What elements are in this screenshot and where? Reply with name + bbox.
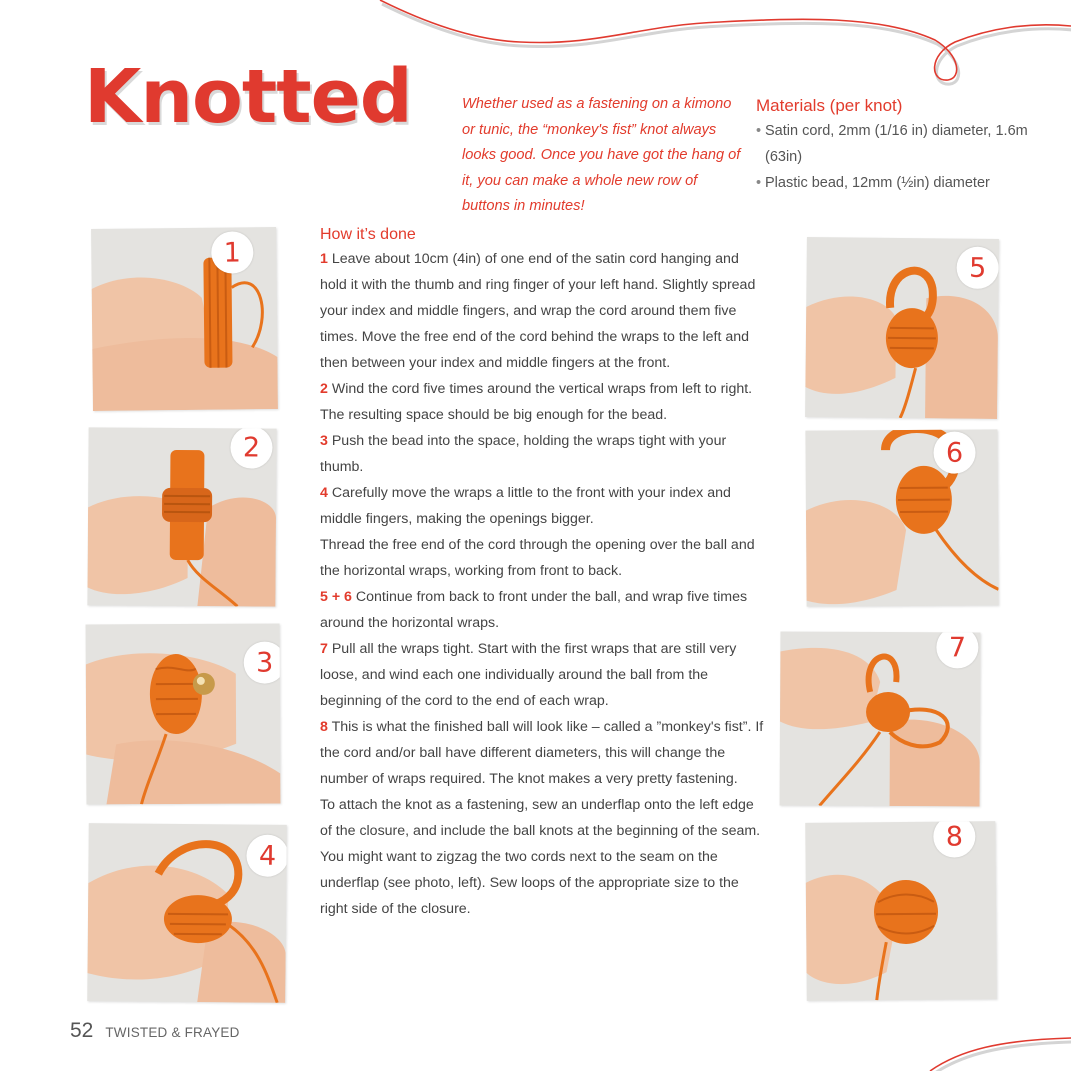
- step-badge: 7: [936, 631, 978, 668]
- instruction-step: [320, 714, 766, 792]
- instruction-step: [320, 636, 766, 714]
- step-photo-4: [87, 823, 287, 1003]
- step-badge: 6: [933, 431, 975, 473]
- materials-heading: Materials (per knot): [756, 96, 903, 115]
- materials-list: [756, 118, 1046, 196]
- instruction-paragraph: [320, 792, 766, 922]
- step-badge: 5: [956, 247, 998, 289]
- step-text: To attach the knot as a fastening, sew an underflap onto the left edge of the closure, and include the ball knots at the beginning of the seam. You might want to zigzag the two cords next to the seam on the underflap (see photo, left). Sew loops of the appropriate size to the right side of the closure.: [320, 797, 761, 917]
- step-photo-2: [87, 427, 276, 606]
- page-number: 52: [70, 1019, 94, 1042]
- step-number: 5 + 6: [320, 589, 352, 605]
- step-badge: 2: [230, 427, 272, 468]
- intro-text: Whether used as a fastening on a kimono or tunic, the “monkey's fist” knot always looks good. Once you have got the hang of it, you can make a whole new row of buttons in minutes!: [462, 96, 741, 214]
- step-number: 4: [320, 485, 328, 501]
- step-photo-7: [780, 631, 981, 806]
- materials-section: [756, 96, 1046, 196]
- step-text: Push the bead into the space, holding the wraps tight with your thumb.: [320, 433, 727, 475]
- step-number: 8: [320, 719, 328, 735]
- instruction-paragraph: [320, 532, 766, 584]
- instruction-step: [320, 480, 766, 532]
- step-text: Continue from back to front under the ball, and wrap five times around the horizontal wraps.: [320, 589, 748, 631]
- page-title: Knotted: [84, 54, 412, 140]
- step-photo-5: [805, 237, 999, 419]
- instructions-section: [320, 226, 766, 922]
- step-number: 1: [320, 251, 328, 267]
- step-text: Leave about 10cm (4in) of one end of the satin cord hanging and hold it with the thumb and ring finger of your left hand. Slightly spread your index and middle fingers, and wrap the cord around them five times. Move the free end of the cord behind the wraps to the left and then between your index and middle fingers at the front.: [320, 251, 756, 371]
- step-photo-8: [805, 821, 997, 1001]
- step-number: 2: [320, 381, 328, 397]
- instruction-step: [320, 376, 766, 428]
- page-footer: [70, 1019, 240, 1043]
- step-text: This is what the finished ball will look like – called a ”monkey's fist”. If the cord and/or ball have different diameters, this will change the number of wraps required. The knot makes a very pretty fastening.: [320, 719, 764, 787]
- instruction-step: [320, 246, 766, 376]
- instructions-heading: How it’s done: [320, 226, 416, 243]
- step-number: 7: [320, 641, 328, 657]
- instruction-step: [320, 428, 766, 480]
- step-photo-3: [86, 623, 281, 804]
- step-badge: 4: [246, 835, 286, 877]
- instruction-step: [320, 584, 766, 636]
- step-text: Pull all the wraps tight. Start with the first wraps that are still very loose, and wind each one individually around the ball from the beginning of the cord to the end of each wrap.: [320, 641, 737, 709]
- step-badge: 8: [933, 821, 975, 858]
- step-text: Carefully move the wraps a little to the front with your index and middle fingers, making the openings bigger.: [320, 485, 731, 527]
- materials-item: • Plastic bead, 12mm (½in) diameter: [756, 170, 1046, 196]
- step-badge: 1: [211, 231, 253, 273]
- step-text: Wind the cord five times around the vertical wraps from left to right. The resulting space should be big enough for the bead.: [320, 381, 753, 423]
- step-badge: 3: [244, 641, 281, 683]
- book-title: TWISTED & FRAYED: [105, 1025, 240, 1040]
- step-photo-1: [91, 227, 278, 411]
- step-text: Thread the free end of the cord through the opening over the ball and the horizontal wraps, working from front to back.: [320, 537, 755, 579]
- step-number: 3: [320, 433, 328, 449]
- step-photo-6: [805, 429, 998, 606]
- materials-item: • Satin cord, 2mm (1/16 in) diameter, 1.6m (63in): [756, 118, 1046, 170]
